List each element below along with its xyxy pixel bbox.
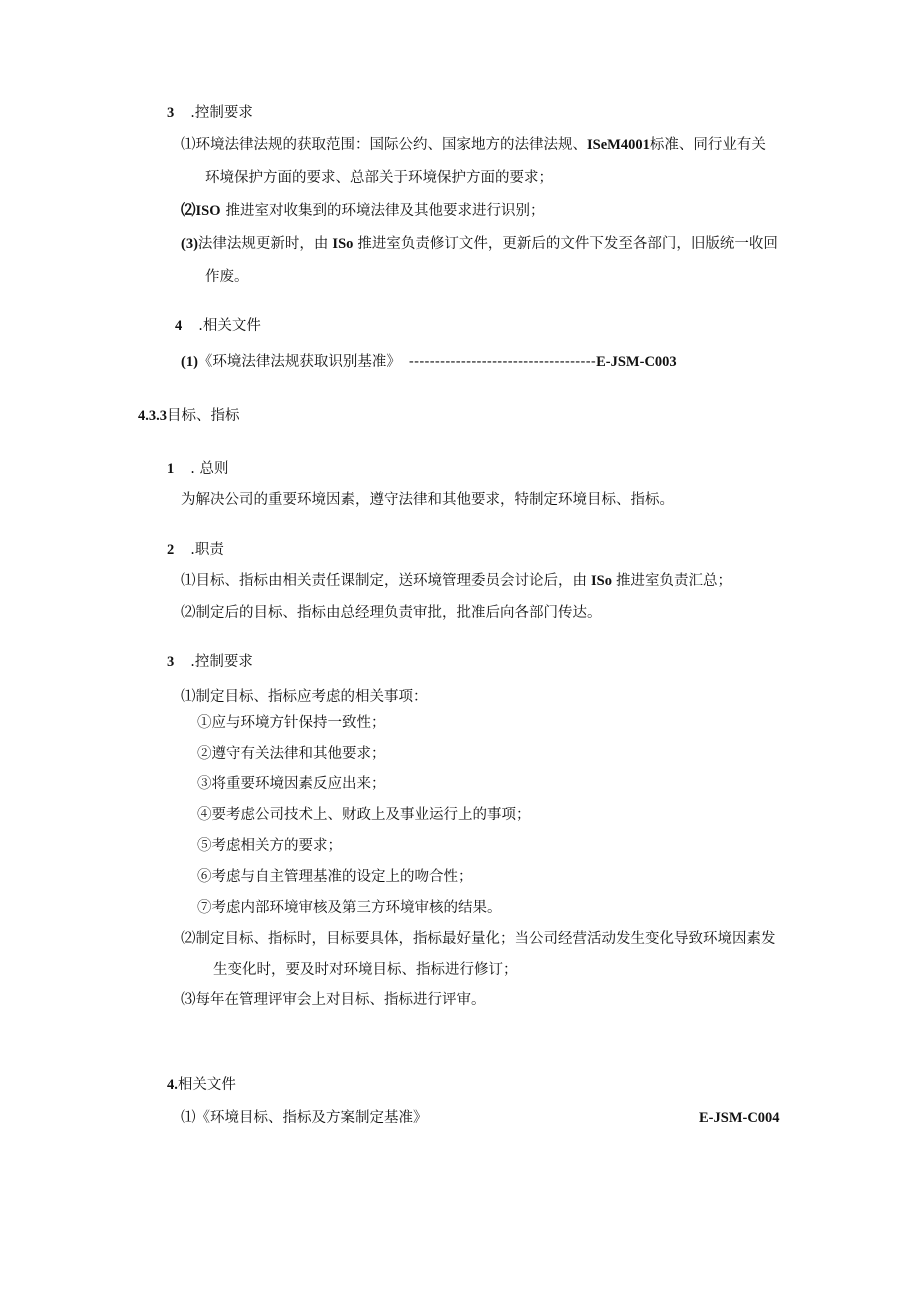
document-reference: (1)《环境法律法规获取识别基准》 ------------------------------------E-JSM-C003 xyxy=(181,354,677,370)
sub-item: ④要考虑公司技术上、财政上及事业运行上的事项； xyxy=(197,807,531,823)
standard-code: ISO xyxy=(195,203,221,219)
document-code: E-JSM-C003 xyxy=(596,354,677,370)
list-item: ⑴目标、指标由相关责任课制定，送环境管理委员会讨论后，由 ISo 推进室负责汇总； xyxy=(181,573,732,589)
list-item: ⑵制定后的目标、指标由总经理负责审批，批准后向各部门传达。 xyxy=(181,605,602,621)
list-item: ⑴制定目标、指标应考虑的相关事项： xyxy=(181,689,428,705)
paragraph: 为解决公司的重要环境因素，遵守法律和其他要求，特制定环境目标、指标。 xyxy=(181,492,674,508)
section-title: .相关文件 xyxy=(198,318,261,334)
sub-item: ②遵守有关法律和其他要求； xyxy=(197,746,386,762)
section-title: . 总则 xyxy=(190,461,229,477)
section-number: 4. xyxy=(167,1077,178,1093)
section-title: .控制要求 xyxy=(190,105,253,121)
section-heading-docs xyxy=(175,316,261,336)
sub-item: ⑤考虑相关方的要求； xyxy=(197,838,342,854)
list-item-continuation: 作废。 xyxy=(205,269,249,285)
subsection-number: 4.3.3 xyxy=(138,408,167,424)
section-number: 2 xyxy=(167,542,175,558)
section-number: 3 xyxy=(167,654,175,670)
section-title: .控制要求 xyxy=(190,654,253,670)
list-item: ⑶每年在管理评审会上对目标、指标进行评审。 xyxy=(181,992,486,1008)
document-name: 《环境目标、指标及方案制定基准》 xyxy=(195,1110,428,1126)
section-heading-control xyxy=(167,103,253,123)
section-number: 4 xyxy=(175,318,183,334)
section-heading-docs xyxy=(167,1075,236,1095)
section-heading-control xyxy=(167,652,253,672)
section-number: 1 xyxy=(167,461,175,477)
section-number: 3 xyxy=(167,105,175,121)
section-heading-duty xyxy=(167,540,224,560)
sub-item: ⑦考虑内部环境审核及第三方环境审核的结果。 xyxy=(197,900,502,916)
subsection-heading xyxy=(138,406,240,426)
sub-item: ⑥考虑与自主管理基准的设定上的吻合性； xyxy=(197,869,473,885)
list-item-continuation: 环境保护方面的要求、总部关于环境保护方面的要求； xyxy=(205,170,553,186)
standard-code: ISo xyxy=(591,573,612,589)
standard-code: ISeM4001 xyxy=(587,137,650,153)
section-title: .职责 xyxy=(190,542,224,558)
document-code: E-JSM-C004 xyxy=(699,1110,780,1126)
document-name: 《环境法律法规获取识别基准》 xyxy=(197,354,401,370)
list-item: ⑵ISO 推进室对收集到的环境法律及其他要求进行识别； xyxy=(181,203,545,219)
section-heading-general xyxy=(167,459,228,479)
list-item-continuation: 生变化时，要及时对环境目标、指标进行修订； xyxy=(213,962,518,978)
sub-item: ①应与环境方针保持一致性； xyxy=(197,715,386,731)
standard-code: ISo xyxy=(332,236,354,252)
list-item: ⑴环境法律法规的获取范围：国际公约、国家地方的法律法规、ISeM4001标准、同行业有关 xyxy=(181,137,766,153)
section-title: 相关文件 xyxy=(177,1077,236,1093)
list-item: (3)法律法规更新时，由 ISo 推进室负责修订文件，更新后的文件下发至各部门，旧版统一收回 xyxy=(181,236,778,252)
document-reference: ⑴《环境目标、指标及方案制定基准》 xyxy=(181,1110,428,1126)
sub-item: ③将重要环境因素反应出来； xyxy=(197,776,386,792)
list-item: ⑵制定目标、指标时，目标要具体，指标最好量化；当公司经营活动发生变化导致环境因素发 xyxy=(181,931,776,947)
leader-dashes: ------------------------------------ xyxy=(408,354,597,370)
subsection-title: 目标、指标 xyxy=(167,408,240,424)
